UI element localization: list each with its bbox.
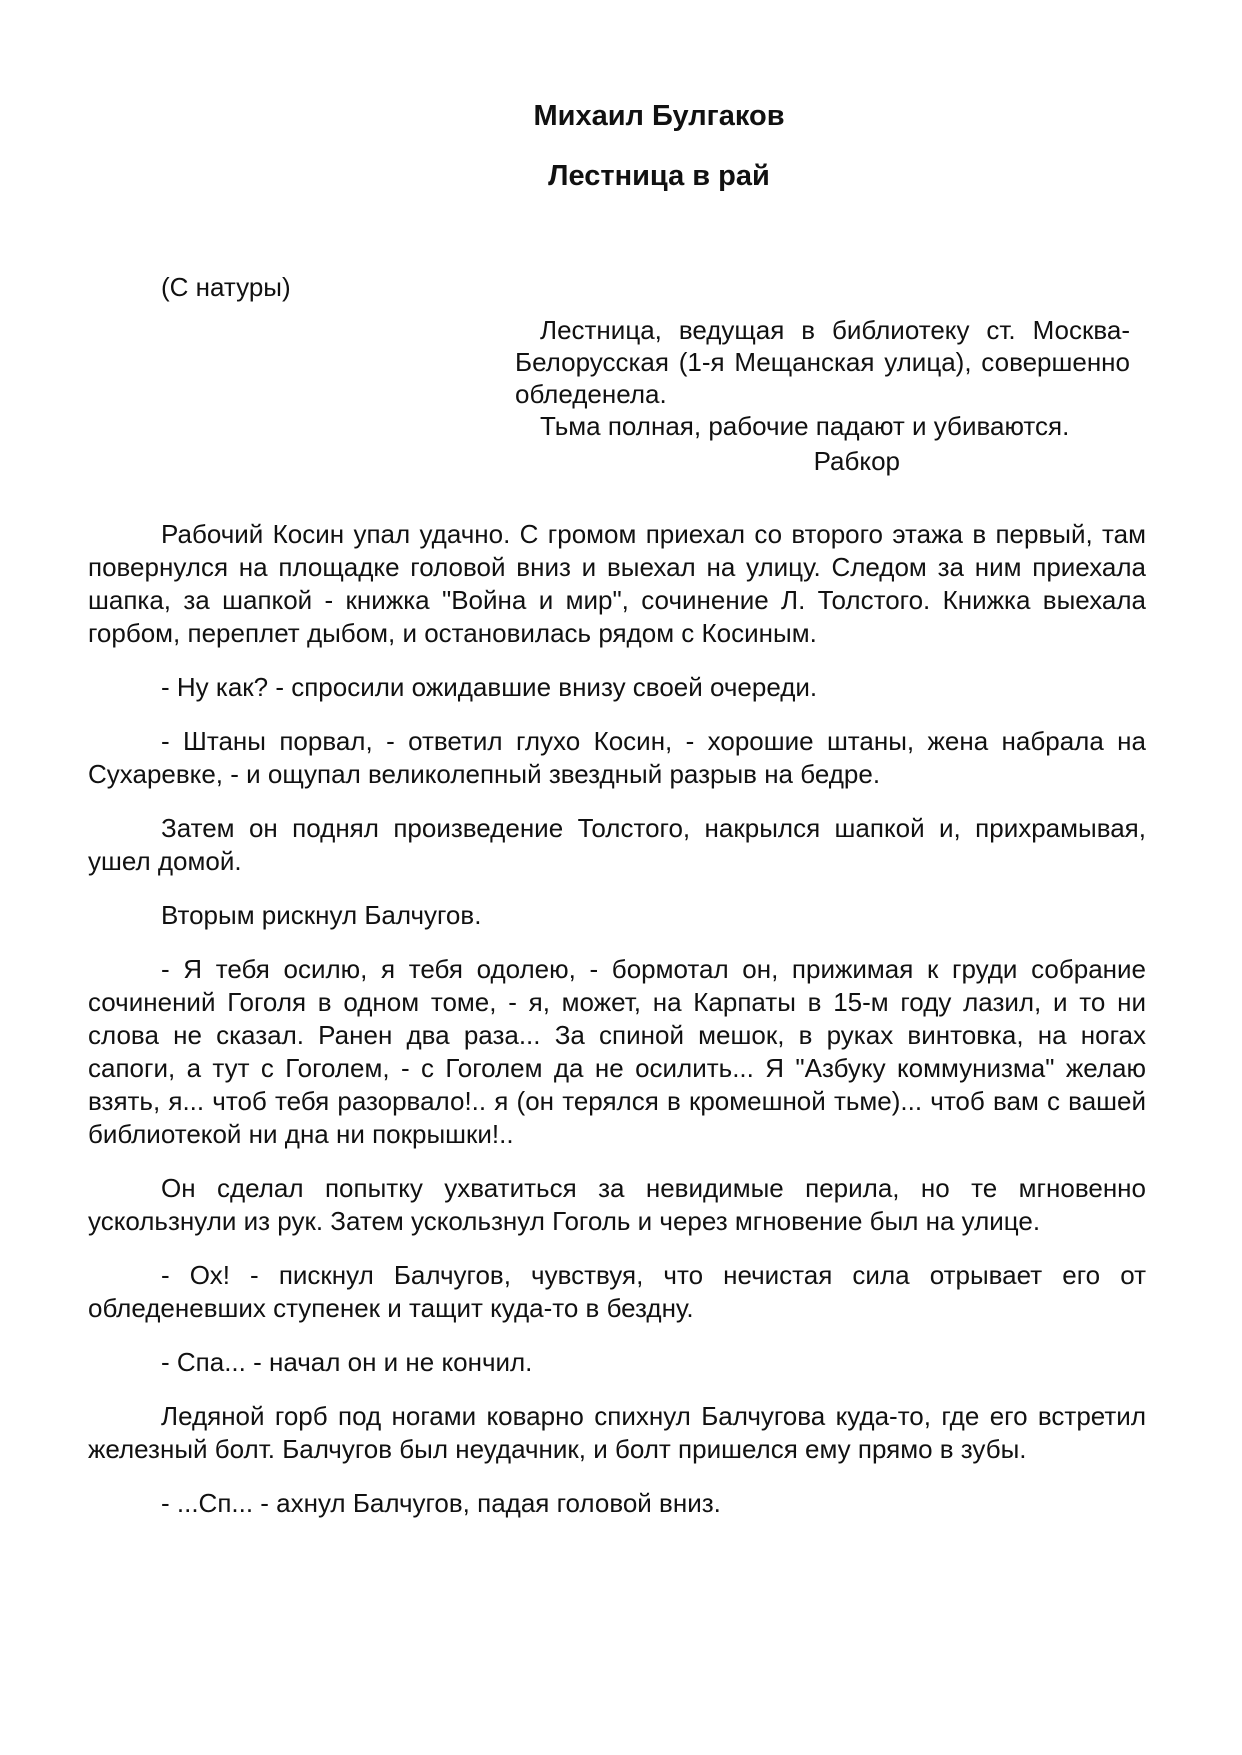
body-paragraph: - Спа... - начал он и не кончил.: [161, 1347, 533, 1377]
author-name: Михаил Булгаков: [533, 100, 785, 132]
body-paragraph: Ледяной горб под ногами коварно спихнул Балчугова куда-то, где его встретил железный болт. Балчугов был неудачник, и болт пришелся ему прямо в зубы.: [88, 1401, 1146, 1464]
body-paragraph: - ...Сп... - ахнул Балчугов, падая головой вниз.: [161, 1488, 721, 1518]
body-paragraph: - Ну как? - спросили ожидавшие внизу своей очереди.: [161, 672, 818, 702]
body-paragraph: - Штаны порвал, - ответил глухо Косин, - хорошие штаны, жена набрала на Сухаревке, - и ощупал великолепный звездный разрыв на бедре.: [88, 726, 1146, 789]
body-paragraph: Рабочий Косин упал удачно. С громом приехал со второго этажа в первый, там повернулся на площадке головой вниз и выехал на улицу. Следом за ним приехала шапка, за шапкой - книжка "Война и мир", сочинение Л. Толстого. Книжка выехала горбом, переплет дыбом, и остановилась рядом с Косиным.: [88, 519, 1146, 648]
body-paragraph: - Ох! - пискнул Балчугов, чувствуя, что нечистая сила отрывает его от обледеневших ступенек и тащит куда-то в бездну.: [88, 1260, 1146, 1323]
body-paragraph: Вторым рискнул Балчугов.: [161, 900, 482, 930]
epigraph-paragraph: Лестница, ведущая в библиотеку ст. Москва-Белорусская (1-я Мещанская улица), совершенно обледенела.: [515, 315, 1130, 409]
body-paragraph: Затем он поднял произведение Толстого, накрылся шапкой и, прихрамывая, ушел домой.: [88, 813, 1146, 876]
epigraph-source: Рабкор: [813, 446, 900, 476]
subtitle: (С натуры): [161, 272, 291, 302]
story-title: Лестница в рай: [548, 160, 770, 192]
epigraph-paragraph: Тьма полная, рабочие падают и убиваются.: [540, 411, 1070, 441]
body-paragraph: - Я тебя осилю, я тебя одолею, - бормотал он, прижимая к груди собрание сочинений Гоголя в одном томе, - я, может, на Карпаты в 15-м году лазил, и то ни слова не сказал. Ранен два раза... За спиной мешок, в руках винтовка, на ногах сапоги, а тут с Гоголем, - с Гоголем да не осилить... Я "Азбуку коммунизма" желаю взять, я... чтоб тебя разорвало!.. я (он терялся в кромешной тьме)... чтоб вам с вашей библиотекой ни дна ни покрышки!..: [88, 954, 1146, 1149]
body-paragraph: Он сделал попытку ухватиться за невидимые перила, но те мгновенно ускользнули из рук. Затем ускользнул Гоголь и через мгновение был на улице.: [88, 1173, 1146, 1236]
story-body: [88, 518, 1146, 1541]
epigraph: [515, 314, 1130, 477]
